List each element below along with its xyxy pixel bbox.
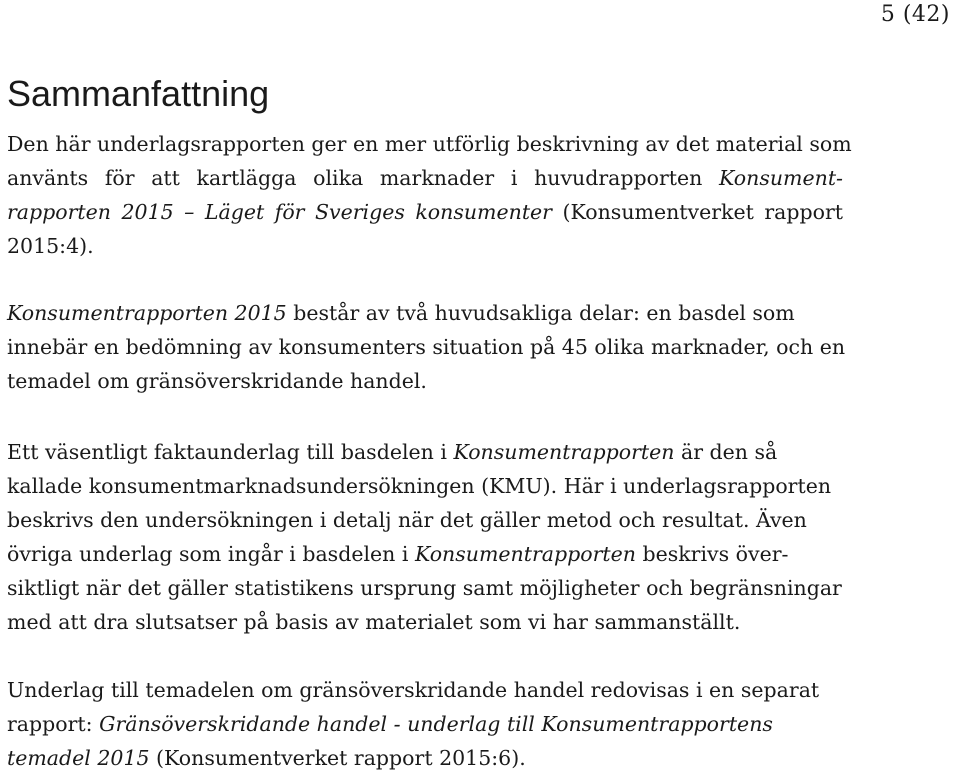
text-run: Den här underlagsrapporten ger en mer utförlig beskrivning av det material som: [7, 132, 852, 156]
paragraph: [7, 673, 843, 775]
page-number: 5 (42): [880, 2, 950, 27]
text-run: temadel om gränsöverskridande handel.: [7, 369, 427, 393]
section-title: Sammanfattning: [7, 73, 270, 114]
italic-text: rapporten 2015 – Läget för Sveriges konsumenter: [7, 200, 552, 224]
text-run: övriga underlag som ingår i basdelen i: [7, 542, 415, 566]
text-line: [7, 296, 843, 330]
text-line: [7, 537, 843, 571]
text-run: är den så: [674, 440, 778, 464]
text-run: Underlag till temadelen om gränsöverskridande handel redovisas i en separat: [7, 678, 820, 702]
text-line: [7, 469, 843, 503]
text-run: (Konsumentverket rapport 2015:6).: [149, 746, 526, 770]
text-run: med att dra slutsatser på basis av materialet som vi har sammanställt.: [7, 610, 741, 634]
text-run: använts för att kartlägga olika marknader i huvudrapporten: [7, 166, 720, 190]
paragraph: [7, 296, 846, 398]
text-run: Ett väsentligt faktaunderlag till basdelen i: [7, 440, 454, 464]
italic-text: Gränsöverskridande handel - underlag till Konsumentrapportens: [99, 712, 773, 736]
text-line: [7, 707, 843, 741]
text-line: [7, 605, 843, 639]
text-line: [7, 673, 843, 707]
text-run: består av två huvudsakliga delar: en basdel som: [286, 301, 795, 325]
italic-text: Konsument-: [719, 166, 843, 190]
text-run: innebär en bedömning av konsumenters situation på 45 olika marknader, och en: [7, 335, 846, 359]
text-run: rapport:: [7, 712, 100, 736]
paragraph: [7, 127, 852, 263]
text-line: [7, 364, 843, 398]
text-line: [7, 571, 843, 605]
paragraph: [7, 435, 843, 639]
text-line: [7, 229, 843, 263]
text-run: kallade konsumentmarknadsundersökningen (KMU). Här i underlagsrapporten: [7, 474, 832, 498]
text-run: siktligt när det gäller statistikens ursprung samt möjligheter och begränsningar: [7, 576, 842, 600]
text-line: [7, 161, 843, 195]
text-run: 2015:4).: [7, 234, 94, 258]
text-run: (Konsumentverket rapport: [552, 200, 843, 224]
text-line: [7, 741, 843, 775]
italic-text: Konsumentrapporten 2015: [7, 301, 287, 325]
text-line: [7, 330, 846, 364]
italic-text: Konsumentrapporten: [453, 440, 675, 464]
text-line: [7, 127, 852, 161]
text-line: [7, 503, 843, 537]
text-run: beskrivs över-: [635, 542, 789, 566]
italic-text: Konsumentrapporten: [414, 542, 636, 566]
text-run: beskrivs den undersökningen i detalj när det gäller metod och resultat. Även: [7, 508, 807, 532]
italic-text: temadel 2015: [7, 746, 150, 770]
text-line: [7, 435, 843, 469]
text-line: [7, 195, 843, 229]
